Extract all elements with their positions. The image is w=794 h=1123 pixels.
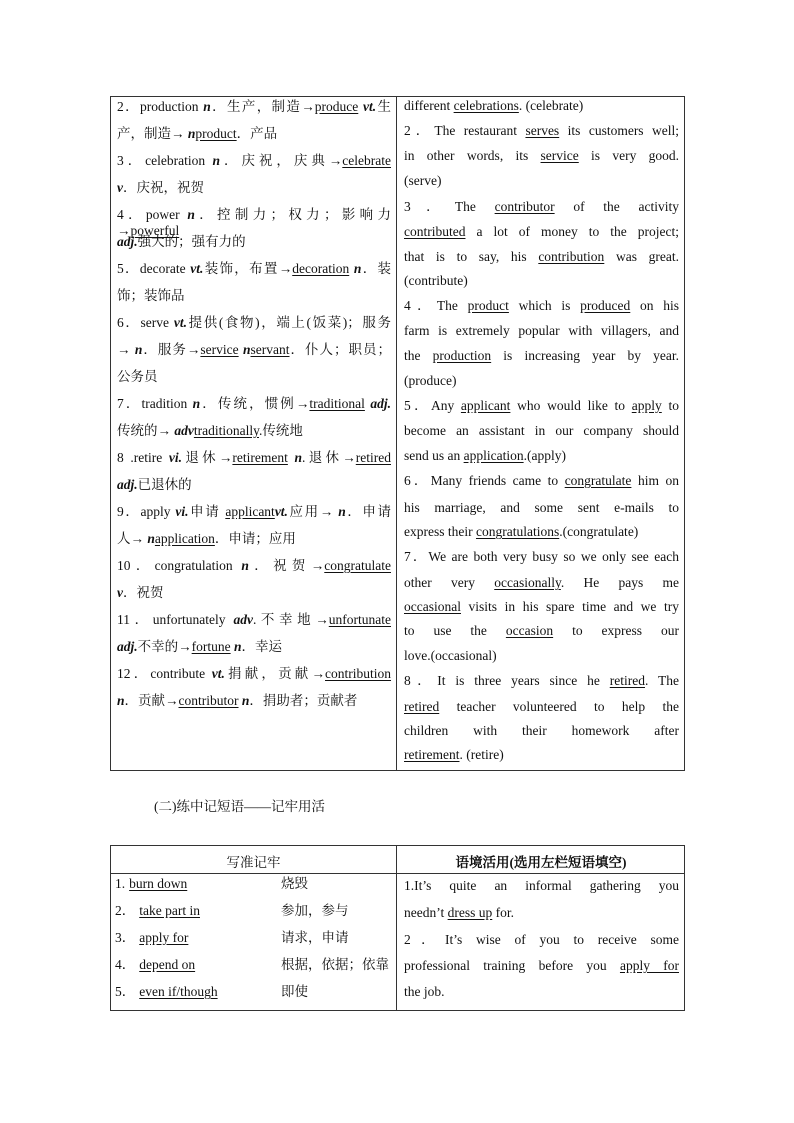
line-text: 强大的；强有力的 (137, 234, 246, 249)
practice-sentence-line (404, 723, 679, 739)
word-family-line (117, 153, 391, 169)
practice-sentence-line (404, 123, 679, 139)
line-text: 3．celebration (117, 153, 213, 168)
part-of-speech: n (241, 558, 249, 573)
line-text: 2．The restaurant (404, 123, 526, 138)
line-text: 10．congratulation (117, 558, 242, 573)
part-of-speech: n (287, 450, 303, 465)
line-text: .传统地 (258, 423, 303, 438)
part-of-speech: adj. (364, 396, 391, 411)
practice-sentence-line (404, 673, 679, 689)
practice-sentence-line (404, 623, 679, 639)
line-text: 8 .retire (117, 450, 169, 465)
line-text: .(apply) (523, 448, 566, 463)
line-text: for. (492, 905, 514, 920)
line-text: ．申请；应用 (214, 531, 296, 546)
word-family-line (117, 315, 391, 331)
answer-word: service (540, 148, 579, 163)
line-text: to (661, 398, 679, 413)
answer-word: congratulate (324, 558, 391, 573)
phrase-row (115, 876, 395, 892)
answer-word: application (463, 448, 524, 463)
vocabulary-table (110, 96, 685, 771)
phrase-row (115, 957, 395, 973)
answer-word: decoration (292, 261, 350, 276)
phrase-row (115, 984, 395, 1000)
answer-word: occasional (404, 599, 461, 614)
line-text: 3．The (404, 199, 495, 214)
answer-word: application (154, 531, 215, 546)
phrase-context-line (404, 932, 679, 948)
part-of-speech: v (117, 180, 123, 195)
practice-sentence-line (404, 199, 679, 215)
phrase-number: 1. (115, 876, 126, 891)
line-text: ．控制力；权力；影响力→ (117, 207, 391, 238)
line-text: 4．The (404, 298, 468, 313)
word-family-line (117, 423, 391, 439)
answer-word: retired (609, 673, 645, 688)
word-family-line (117, 585, 391, 601)
line-text: the job. (404, 984, 445, 999)
practice-sentence-line (404, 373, 679, 389)
line-text: visits in his spare time and we try (460, 599, 679, 614)
line-text: 已退休的 (137, 477, 192, 492)
line-text: its customers well; (559, 123, 679, 138)
phrase-context-line (404, 905, 679, 921)
phrase-number: 4． (115, 957, 136, 972)
line-text: 公务员 (117, 369, 158, 384)
header-right: 语境活用(选用左栏短语填空) (455, 855, 627, 870)
phrase-table (110, 845, 685, 1011)
line-text: professional training before you (404, 958, 620, 973)
phrase-row (115, 930, 395, 946)
line-text: the (404, 348, 433, 363)
word-family-line (117, 450, 391, 466)
line-text: ．申请 (345, 504, 392, 519)
line-text: ．贡献→ (124, 693, 179, 708)
line-text: in other words, its (404, 148, 541, 163)
line-text: . (retire) (459, 747, 504, 762)
phrase-meaning: 根据，依据；依靠 (281, 957, 389, 972)
part-of-speech: vt. (211, 666, 225, 681)
practice-sentence-line (404, 148, 679, 164)
line-text: (serve) (404, 173, 442, 188)
practice-sentence-line (404, 398, 679, 414)
practice-sentence-line (404, 249, 679, 265)
practice-sentence-line (404, 423, 679, 439)
line-text: to use the (404, 623, 506, 638)
part-of-speech: vi. (175, 504, 189, 519)
line-text: to express our (553, 623, 679, 638)
line-text: ．祝贺→ (248, 558, 325, 573)
line-text: 产，制造→ (117, 126, 185, 141)
line-text: ．生产，制造→ (210, 99, 315, 114)
line-text: become an assistant in our company should (404, 423, 679, 438)
section-title: (二)练中记短语——记牢用活 (154, 799, 325, 814)
phrase-answer: even if/though (139, 984, 218, 999)
part-of-speech: n (230, 639, 242, 654)
phrase-answer: depend on (139, 957, 196, 972)
word-family-line (117, 477, 391, 493)
part-of-speech: vt. (190, 261, 204, 276)
phrase-context-line (404, 984, 679, 1000)
phrase-meaning: 即使 (281, 984, 308, 999)
word-family-line (117, 639, 391, 655)
part-of-speech: n (144, 531, 155, 546)
answer-word: production (432, 348, 492, 363)
line-text: which is (508, 298, 581, 313)
line-text: ．装 (361, 261, 392, 276)
part-of-speech: n (203, 99, 211, 114)
word-family-line (117, 666, 391, 682)
practice-sentence-line (404, 298, 679, 314)
line-text: different (404, 98, 454, 113)
phrase-answer: apply for (139, 930, 189, 945)
part-of-speech: n (238, 342, 251, 357)
phrase-number: 2． (115, 903, 136, 918)
answer-word: serves (525, 123, 560, 138)
answer-word: powerful (130, 223, 180, 238)
practice-sentence-line (404, 648, 679, 664)
part-of-speech: n (117, 693, 125, 708)
part-of-speech: adv (171, 423, 194, 438)
answer-word: product (195, 126, 237, 141)
practice-sentence-line (404, 575, 679, 591)
line-text: 7．tradition (117, 396, 193, 411)
practice-sentence-line (404, 500, 679, 516)
part-of-speech: vt. (173, 315, 188, 330)
line-text: teacher volunteered to help the (439, 699, 679, 714)
answer-word: fortune (191, 639, 231, 654)
part-of-speech: n (212, 153, 221, 168)
answer-word: occasionally (494, 575, 561, 590)
line-text: 应用→ (287, 504, 334, 519)
word-family-line (117, 531, 391, 547)
answer-word: contributor (178, 693, 239, 708)
line-text: ．捐助者；贡献者 (249, 693, 358, 708)
line-text: 2．It’s wise of you to receive some (404, 932, 679, 947)
line-text: that is to say, his (404, 249, 539, 264)
line-text: .退休→ (302, 450, 356, 465)
line-text: ．服务→ (142, 342, 201, 357)
line-text: 饰；装饰品 (117, 288, 185, 303)
part-of-speech: n (349, 261, 362, 276)
part-of-speech: adj. (117, 234, 138, 249)
line-text: 传统的→ (117, 423, 171, 438)
answer-word: retired (355, 450, 391, 465)
part-of-speech: n (333, 504, 346, 519)
line-text: 6．serve (117, 315, 174, 330)
line-text: .不幸地→ (252, 612, 329, 627)
line-text: children with their homework after (404, 723, 679, 738)
line-text: (produce) (404, 373, 457, 388)
line-text: is increasing year by year. (491, 348, 679, 363)
answer-word: traditional (309, 396, 365, 411)
answer-word: applicant (225, 504, 275, 519)
phrase-number: 5． (115, 984, 136, 999)
line-text: . The (644, 673, 679, 688)
answer-word: celebrate (342, 153, 392, 168)
line-text: farm is extremely popular with villagers, and (404, 323, 679, 338)
part-of-speech: vt. (274, 504, 288, 519)
answer-word: retirement (404, 747, 460, 762)
word-family-line (117, 558, 391, 574)
answer-word: dress up (447, 905, 493, 920)
line-text: 4．power (117, 207, 188, 222)
line-text: of the activity (554, 199, 679, 214)
line-text: → (117, 342, 131, 357)
phrase-meaning: 请求，申请 (281, 930, 349, 945)
line-text: express their (404, 524, 476, 539)
answer-word: contribution (538, 249, 605, 264)
line-text: is very good. (578, 148, 679, 163)
answer-word: unfortunate (328, 612, 391, 627)
practice-sentence-line (404, 473, 679, 489)
line-text: ．祝贺 (123, 585, 164, 600)
line-text: 提供(食物)，端上(饭菜)；服务 (187, 315, 391, 330)
line-text: ．仆人；职员； (289, 342, 391, 357)
phrase-context-column (404, 874, 679, 1012)
line-text: .(congratulate) (559, 524, 639, 539)
line-text: 不幸的→ (137, 639, 192, 654)
answer-word: apply (631, 398, 662, 413)
answer-word: contributed (404, 224, 466, 239)
line-text: ．产品 (236, 126, 278, 141)
line-text: . (celebrate) (518, 98, 584, 113)
phrase-answer: take part in (139, 903, 200, 918)
answer-word: traditionally (193, 423, 259, 438)
line-text: (contribute) (404, 273, 468, 288)
phrase-meaning: 参加，参与 (281, 903, 349, 918)
phrase-number: 3． (115, 930, 136, 945)
practice-sentence-line (404, 224, 679, 240)
word-family-line (117, 369, 391, 385)
line-text: 生 (376, 99, 392, 114)
word-family-column (117, 97, 391, 770)
line-text: who would like to (510, 398, 632, 413)
word-family-line (117, 99, 391, 115)
line-text: 9．apply (117, 504, 176, 519)
answer-word: contributor (494, 199, 555, 214)
column-divider (396, 97, 397, 770)
line-text: 1.It’s quite an informal gathering you (404, 878, 679, 893)
line-text: ．幸运 (241, 639, 283, 654)
practice-sentence-line (404, 448, 679, 464)
part-of-speech: v (117, 585, 123, 600)
practice-sentence-line (404, 348, 679, 364)
answer-word: service (200, 342, 239, 357)
word-family-line (117, 288, 391, 304)
line-text: ．传统，惯例→ (200, 396, 310, 411)
line-text: 7．We are both very busy so we only see each (404, 549, 679, 564)
phrase-context-line (404, 878, 679, 894)
practice-sentence-line (404, 323, 679, 339)
line-text: was great. (604, 249, 679, 264)
answer-word: applicant (460, 398, 511, 413)
answer-word: occasion (505, 623, 554, 638)
phrase-row (115, 903, 395, 919)
line-text: 捐献，贡献→ (224, 666, 326, 681)
word-family-line (117, 180, 391, 196)
part-of-speech: vi. (168, 450, 183, 465)
answer-word: servant (250, 342, 290, 357)
header-left: 写准记牢 (226, 855, 281, 870)
word-family-line (117, 342, 391, 358)
line-text: his marriage, and some sent e-mails to (404, 500, 679, 515)
line-text: 8．It is three years since he (404, 673, 610, 688)
phrase-list (115, 874, 395, 1012)
answer-word: retirement (232, 450, 288, 465)
line-text: send us an (404, 448, 464, 463)
line-text: ．庆祝，祝贺 (123, 180, 204, 195)
practice-sentence-line (404, 273, 679, 289)
context-practice-column (404, 97, 679, 770)
word-family-line (117, 126, 391, 142)
answer-word: contribution (325, 666, 392, 681)
practice-sentence-line (404, 699, 679, 715)
practice-sentence-line (404, 747, 679, 763)
line-text: other very (404, 575, 495, 590)
line-text: 5．decorate (117, 261, 191, 276)
line-text: a lot of money to the project; (465, 224, 679, 239)
phrase-meaning: 烧毁 (281, 876, 308, 891)
line-text: 12．contribute (117, 666, 212, 681)
answer-word: congratulate (564, 473, 632, 488)
answer-word: celebrations (453, 98, 519, 113)
line-text: ．庆祝，庆典→ (220, 153, 343, 168)
answer-word: produced (580, 298, 631, 313)
part-of-speech: n (192, 396, 201, 411)
word-family-line (117, 693, 391, 709)
line-text: 2．production (117, 99, 204, 114)
part-of-speech: adv (233, 612, 253, 627)
answer-word: retired (404, 699, 440, 714)
line-text: on his (630, 298, 679, 313)
line-text: 装饰，布置→ (203, 261, 293, 276)
line-text: 人→ (117, 531, 144, 546)
part-of-speech: n (238, 693, 250, 708)
word-family-line (117, 261, 391, 277)
word-family-line (117, 396, 391, 412)
line-text: . He pays me (560, 575, 679, 590)
part-of-speech: n (187, 207, 195, 222)
part-of-speech: n (130, 342, 143, 357)
line-text: 11．unfortunately (117, 612, 234, 627)
practice-sentence-line (404, 599, 679, 615)
answer-word: apply for (619, 958, 679, 973)
part-of-speech: vt. (358, 99, 377, 114)
word-family-line (117, 504, 391, 520)
practice-sentence-line (404, 173, 679, 189)
line-text: 5．Any (404, 398, 461, 413)
phrase-answer: burn down (129, 876, 188, 891)
part-of-speech: n (184, 126, 196, 141)
word-family-line (117, 612, 391, 628)
part-of-speech: adj. (117, 477, 138, 492)
line-text: 6．Many friends came to (404, 473, 565, 488)
practice-sentence-line (404, 98, 679, 114)
word-family-line (117, 234, 391, 250)
part-of-speech: adj. (117, 639, 138, 654)
practice-sentence-line (404, 549, 679, 565)
answer-word: produce (314, 99, 359, 114)
answer-word: congratulations (475, 524, 560, 539)
line-text: needn’t (404, 905, 448, 920)
line-text: him on (631, 473, 679, 488)
phrase-context-line (404, 958, 679, 974)
line-text: 退休→ (182, 450, 233, 465)
line-text: 申请 (188, 504, 226, 519)
practice-sentence-line (404, 524, 679, 540)
answer-word: product (467, 298, 509, 313)
line-text: love.(occasional) (404, 648, 497, 663)
